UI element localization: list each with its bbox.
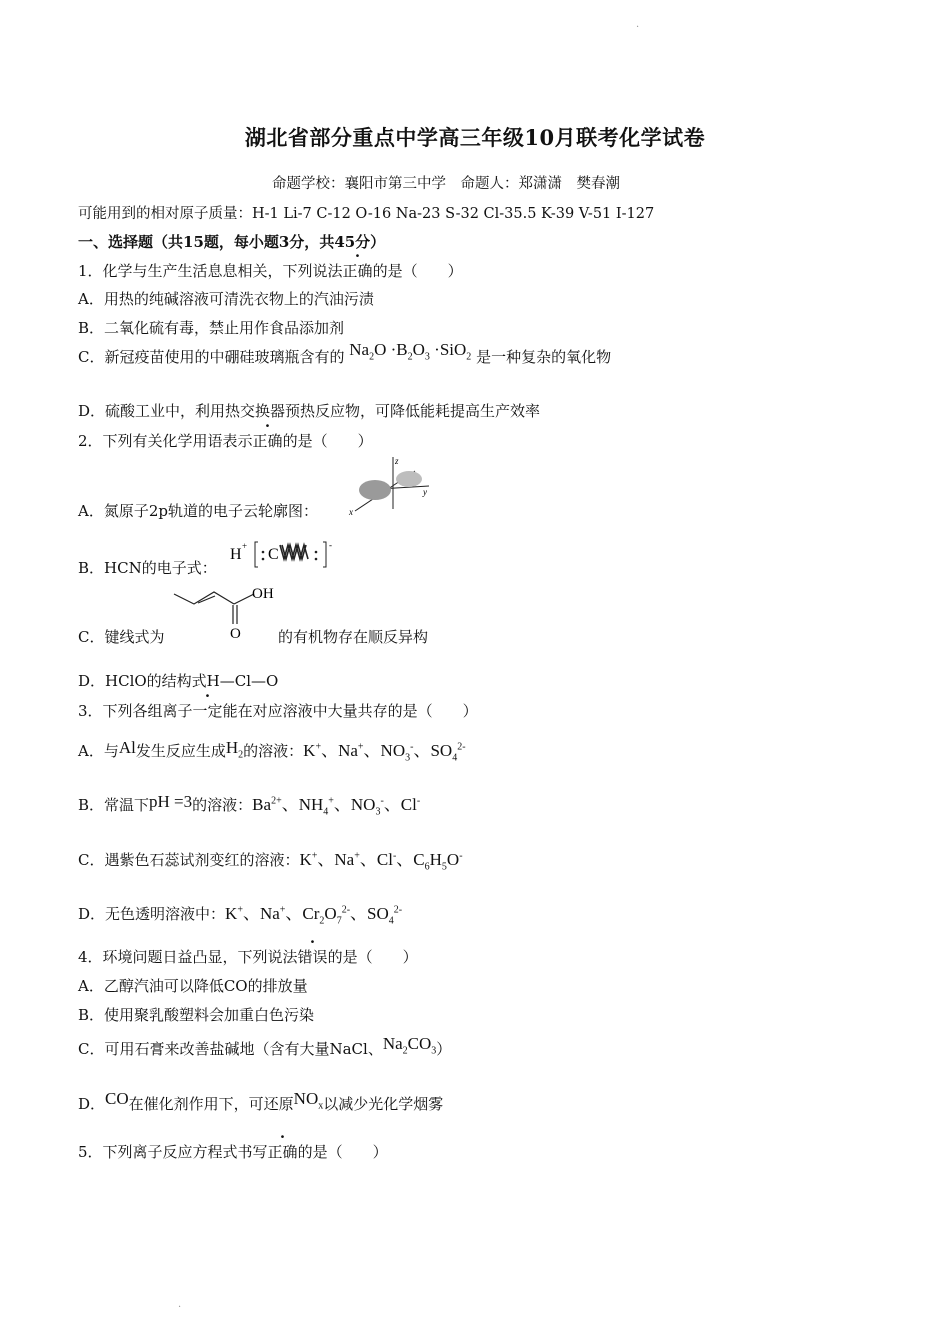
q2-emphasis: 正确 bbox=[252, 432, 283, 450]
skeletal-formula bbox=[172, 584, 282, 644]
q2-option-c: C．键线式为 的有机物存在顺反异构 bbox=[78, 628, 429, 646]
q2-stem: 2．下列有关化学用语表示正确的是（ ） bbox=[78, 432, 373, 450]
q4-emphasis: 错误 bbox=[297, 948, 328, 966]
svg-text:H: H bbox=[230, 546, 242, 563]
q1-emphasis: 正确 bbox=[342, 262, 373, 280]
svg-text:y: y bbox=[423, 487, 427, 497]
q2-option-b: B．HCN的电子式： bbox=[78, 559, 217, 577]
page-title: 湖北省部分重点中学高三年级10月联考化学试卷 bbox=[244, 125, 706, 150]
q3-option-d: D．无色透明溶液中：K+、Na+、$Cr_2O_7^{2-}$、$SO_4^{2-}$ bbox=[78, 904, 403, 927]
q4-option-c: C．可用石膏来改善盐碱地（含有大量NaCl、$Na_2CO_3$） bbox=[78, 1034, 452, 1058]
q1-option-d: D．硫酸工业中，利用热交换器预热反应物，可降低能耗提高生产效率 bbox=[78, 402, 541, 420]
svg-text:O: O bbox=[230, 626, 241, 642]
atomic-masses: 可能用到的相对原子质量：H-1 Li-7 C-12 O-16 Na-23 S-32 Cl-35.5 K-39 V-51 I-127 bbox=[78, 206, 655, 222]
q2-option-d: D．HClO的结构式H—Cl—O bbox=[78, 672, 279, 690]
q3-stem: 3．下列各组离子一定能在对应溶液中大量共存的是（ ） bbox=[78, 702, 478, 720]
scan-dot: · bbox=[636, 22, 640, 33]
p-orbital-diagram bbox=[345, 455, 435, 517]
svg-text:x: x bbox=[349, 507, 353, 517]
q4-stem: 4．环境问题日益凸显，下列说法错误的是（ ） bbox=[78, 948, 418, 966]
q1-option-b: B．二氧化硫有毒，禁止用作食品添加剂 bbox=[78, 319, 345, 337]
q4-option-d: D．CO在催化剂作用下，可还原$NO_x$以减少光化学烟雾 bbox=[78, 1089, 444, 1113]
svg-text:OH: OH bbox=[252, 586, 274, 602]
q1-option-a: A．用热的纯碱溶液可清洗衣物上的汽油污渍 bbox=[78, 290, 374, 308]
q3-option-c: C．遇紫色石蕊试剂变红的溶液：K+、Na+、Cl-、$C_6H_5O^-$ bbox=[78, 850, 463, 873]
q5-stem: 5．下列离子反应方程式书写正确的是（ ） bbox=[78, 1143, 388, 1161]
q1-stem: 1．化学与生产生活息息相关，下列说法正确的是（ ） bbox=[78, 262, 463, 280]
q4-option-a: A．乙醇汽油可以降低CO的排放量 bbox=[78, 977, 308, 995]
svg-text:z: z bbox=[395, 456, 399, 466]
svg-text:-: - bbox=[329, 540, 332, 550]
svg-text:+: + bbox=[242, 541, 248, 551]
author-line: 命题学校：襄阳市第三中学 命题人：郑潇潇 樊春潮 bbox=[272, 176, 620, 192]
section-heading: 一、选择题（共15题，每小题3分，共45分） bbox=[78, 233, 386, 251]
q3-emphasis: 一定 bbox=[192, 702, 223, 720]
q2-option-a: A．氮原子2p轨道的电子云轮廓图： bbox=[78, 502, 318, 520]
scan-dot-bottom: · bbox=[178, 1302, 182, 1313]
svg-text:C: C bbox=[268, 546, 279, 563]
q4-option-b: B．使用聚乳酸塑料会加重白色污染 bbox=[78, 1006, 315, 1024]
q1-option-c: C．新冠疫苗使用的中硼硅玻璃瓶含有的 $Na_2O \cdot B_2O_3 \cdot SiO_2$ 是一种复杂的氧化物 bbox=[78, 340, 612, 366]
q3-option-a: A．与Al发生反应生成$H_2$的溶液：K+、Na+、$NO_3^-$、$SO_4^{2-}$ bbox=[78, 738, 466, 764]
borosilicate-formula: $Na_2O \cdot B_2O_3 \cdot SiO_2$ bbox=[349, 340, 472, 363]
q5-emphasis: 正确 bbox=[267, 1143, 298, 1161]
q3-option-b: B．常温下pH =3的溶液：$Ba^{2+}$、$NH_4^+$、$NO_3^-$、Cl- bbox=[78, 792, 421, 818]
hcn-electron-formula bbox=[228, 537, 343, 571]
